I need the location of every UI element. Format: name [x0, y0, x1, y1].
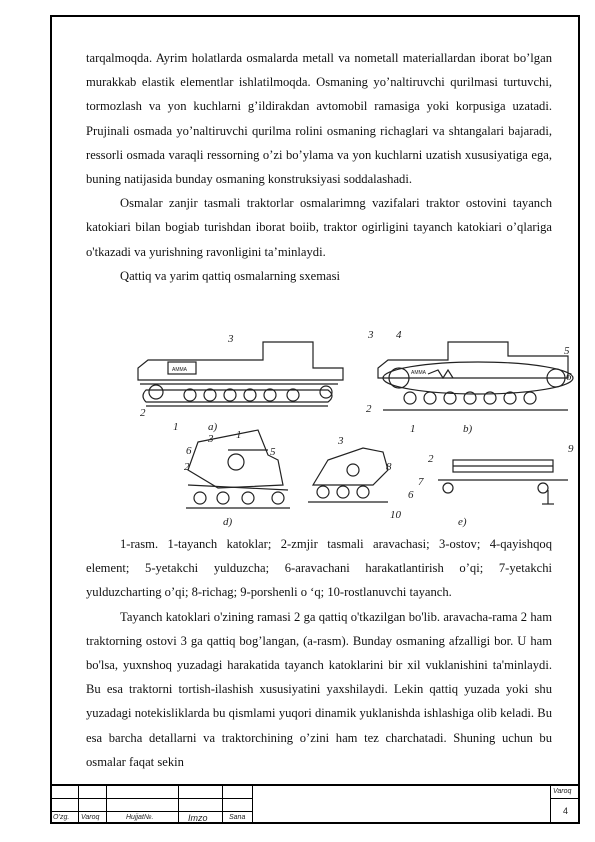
- label-e-7: 7: [418, 476, 424, 488]
- suspension-schemes-drawing: [128, 320, 580, 532]
- title-block: [50, 784, 580, 824]
- paragraph-1: tarqalmoqda. Ayrim holatlarda osmalarda metall va nometall materiallardan iborat bo’lgan murakkab elastik elementlar ishlatilmoqda. Osmaning yo’naltiruvchi qurilmasi turtuvchi, tormozlash va yon kuchlarni g’ildirakdan avtomobil ramasiga yoki korpusiga uzatadi. Prujinali osmada yo’naltiruvchi qurilma rolini osmaning richaglari va shtangalari bajaradi, ressorli osmada varaqli ressorning o’zi bo’ylama va yon kuchlarni uzatish xususiyatiga ega, buning natijasida bunday osmaning konstruksiyasi soddalashadi.: [86, 51, 552, 187]
- label-a-caption: a): [208, 421, 218, 433]
- label-e-10: 10: [390, 509, 401, 521]
- figure-caption: 1-rasm. 1-tayanch katoklar; 2-zmjir tasmali aravachasi; 3-ostov; 4-qayishqoq element; 5-yetakchi yulduzcha; 6-aravachani harakatlantirish o’qi; 7-yetakchi yulduzcharting o’qi; 8-richag; 9-porshenli o ‘q; 10-rostlanuvchi tayanch.: [86, 537, 552, 600]
- col-sana: Sana: [229, 814, 246, 821]
- label-b-3: 3: [368, 329, 374, 341]
- paragraph-3: Qattiq va yarim qattiq osmalarning sxemasi: [120, 268, 340, 283]
- label-a-2: 2: [140, 407, 146, 419]
- col-varoq: Varoq: [81, 814, 100, 821]
- body-text-top: [86, 46, 552, 288]
- suspension-schemes-figure: [128, 320, 580, 532]
- label-e-8: 8: [386, 461, 392, 473]
- varoq-label: Varoq: [553, 788, 572, 795]
- label-a-3: 3: [228, 333, 234, 345]
- label-d-3: 3: [208, 433, 214, 445]
- col-ozg: O’zg.: [53, 814, 70, 821]
- paragraph-2: Osmalar zanjir tasmali traktorlar osmalarimng vazifalari traktor ostovini tayanch katokiari bilan bogiab turishdan iborat boiib, traktor ogirligini tayanch katokiari o’qlariga o'tkazadi va yurishning ravonligini ta’minlaydi.: [86, 196, 552, 259]
- label-d-1: 1: [236, 429, 242, 441]
- label-d-5: 5: [270, 446, 276, 458]
- label-b-5: 5: [564, 345, 570, 357]
- label-b-2: 2: [366, 403, 372, 415]
- label-b-1: 1: [410, 423, 416, 435]
- small-tag-a: AMMA: [172, 367, 187, 373]
- scheme-b-body: [378, 342, 568, 378]
- small-tag-b: AMMA: [411, 370, 426, 376]
- body-text-bottom: [86, 532, 552, 774]
- scheme-e-bogie: [313, 448, 388, 485]
- label-e-9: 9: [568, 443, 574, 455]
- label-d-caption: d): [223, 516, 233, 528]
- scheme-b-spring: [428, 370, 453, 378]
- page-number: 4: [563, 806, 569, 816]
- label-b-caption: b): [463, 423, 473, 435]
- label-e-6: 6: [408, 489, 414, 501]
- scheme-a-track: [143, 390, 332, 402]
- label-b-4: 4: [396, 329, 402, 341]
- label-b-6: 6: [566, 371, 572, 383]
- col-hujjat: Hujjat№.: [126, 814, 154, 821]
- label-e-2: 2: [428, 453, 434, 465]
- label-e-3: 3: [338, 435, 344, 447]
- col-imzo: Imzo: [188, 813, 208, 823]
- paragraph-4: Tayanch katoklari o'zining ramasi 2 ga qattiq o'tkazilgan bo'lib. aravacha-rama 2 ham traktorning ostovi 3 ga qattiq bog’langan, (a-rasm). Bunday osmaning afzalligi bor. U ham bo'lsa, yuxnshoq yuzadagi harakatida tayanch katoklarini bir xil vuklanishini ta'minlaydi. Bu esa traktorni tortish-ilashish xususiyatini yaxshilaydi. Lekin qattiq yuzada yoki shu yuzadagi notekisliklarda bu qismlami yuqori dinamik yuklanishda ishlashiga olib keladi. Bu esa barcha detallarni va traktorchining o’zini ham tez charchatadi. Shuning uchun bu osmalar faqat sekin: [86, 609, 552, 769]
- label-a-1: 1: [173, 421, 179, 433]
- label-d-2: 2: [184, 461, 190, 473]
- label-d-6: 6: [186, 445, 192, 457]
- label-e-caption: e): [458, 516, 467, 528]
